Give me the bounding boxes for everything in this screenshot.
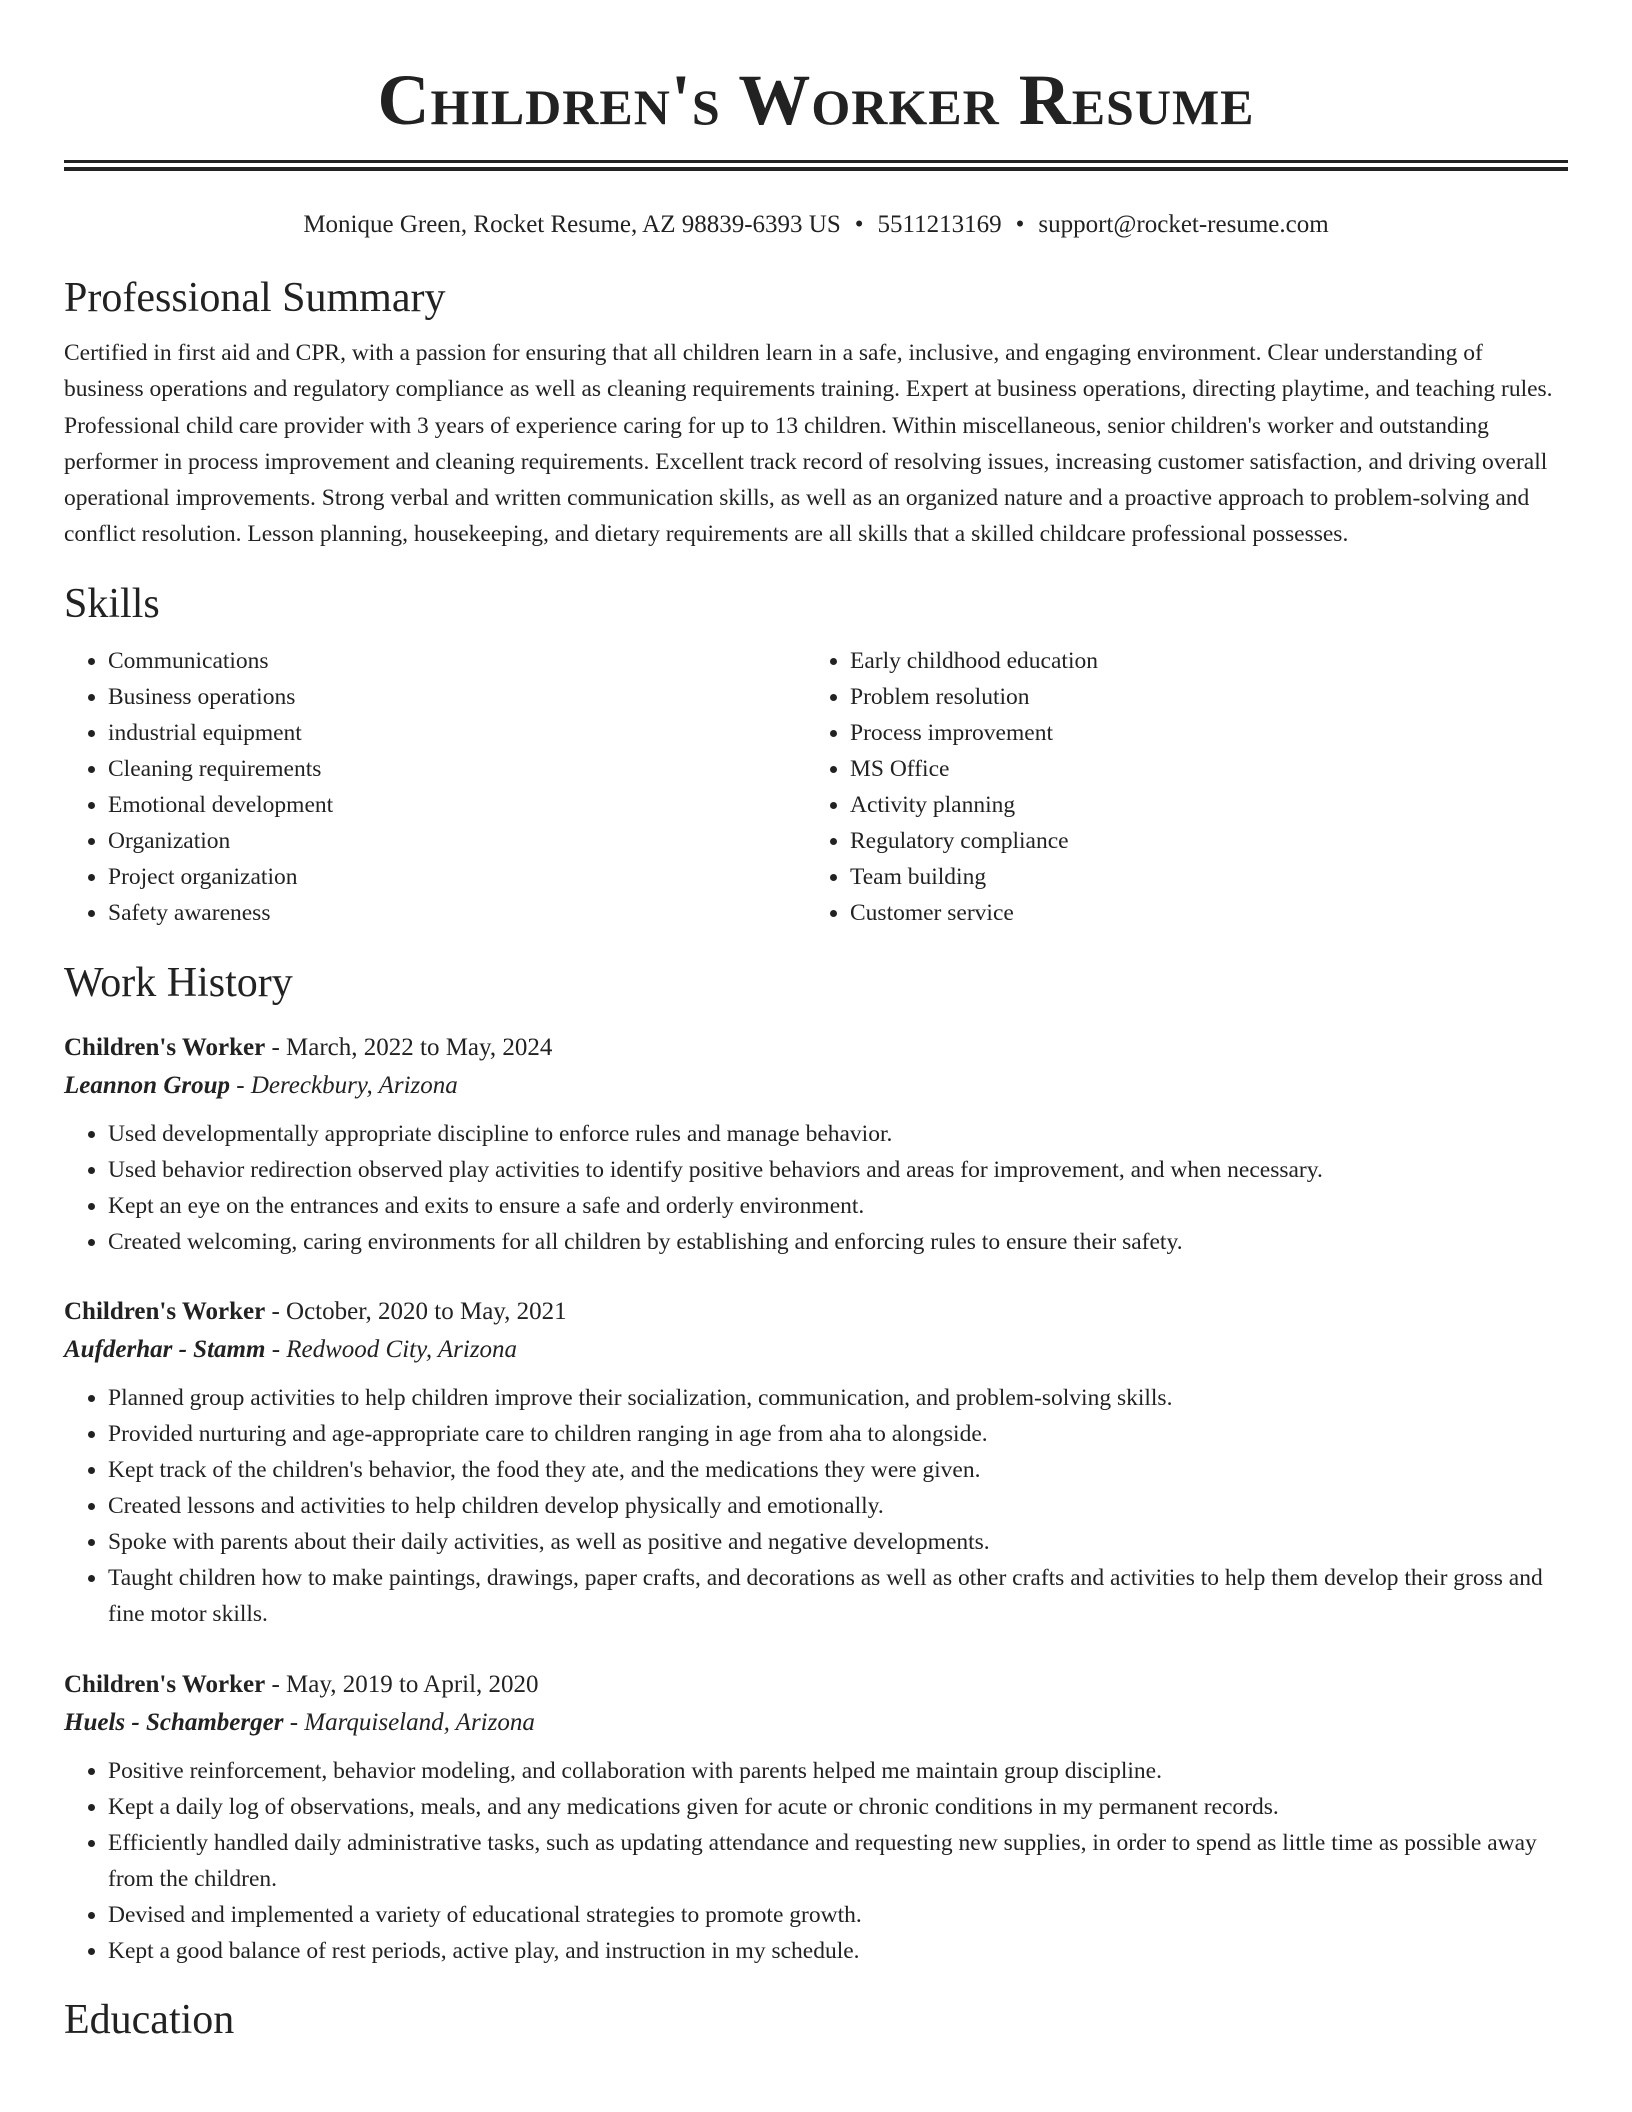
section-heading-skills: Skills bbox=[64, 580, 160, 627]
skills-columns bbox=[64, 643, 1568, 932]
contact-address: Monique Green, Rocket Resume, AZ 98839-6393 US bbox=[303, 211, 841, 238]
job-bullets bbox=[64, 1380, 1568, 1633]
job-bullet: • Kept a good balance of rest periods, active play, and instruction in my schedule. bbox=[108, 1933, 1568, 1969]
skill-item: • Problem resolution bbox=[850, 679, 1566, 715]
contact-line bbox=[64, 209, 1568, 241]
summary-text: Certified in first aid and CPR, with a passion for ensuring that all children learn in a safe, inclusive, and engaging environment. Clear understanding of business operations and regulatory compliance as well as cleaning requirements training. Expert at business operations, directing playtime, and teaching rules. Professional child care provider with 3 years of experience caring for up to 13 children. Within miscellaneous, senior children's worker and outstanding performer in process improvement and cleaning requirements. Excellent track record of resolving issues, increasing customer satisfaction, and driving overall operational improvements. Strong verbal and written communication skills, as well as an organized nature and a proactive approach to problem-solving and conflict resolution. Lesson planning, housekeeping, and dietary requirements are all skills that a skilled childcare professional possesses. bbox=[64, 340, 1553, 548]
job-dates: - October, 2020 to May, 2021 bbox=[265, 1297, 567, 1325]
job-bullet: • Devised and implemented a variety of educational strategies to promote growth. bbox=[108, 1897, 1568, 1933]
job-company: Huels - Schamberger bbox=[64, 1708, 284, 1736]
job-bullet: • Used behavior redirection observed play activities to identify positive behaviors and areas for improvement, and when necessary. bbox=[108, 1152, 1568, 1188]
job-title-line bbox=[64, 1030, 1568, 1066]
resume-title: Children's Worker Resume bbox=[377, 60, 1255, 140]
job-company-line bbox=[64, 1703, 1568, 1743]
skill-item: • Regulatory compliance bbox=[850, 823, 1566, 859]
job-company-line bbox=[64, 1330, 1568, 1370]
skills-list-left bbox=[64, 643, 806, 932]
contact-separator: • bbox=[854, 211, 864, 238]
job-location: - Redwood City, Arizona bbox=[265, 1335, 518, 1363]
job-bullet: • Kept a daily log of observations, meals, and any medications given for acute or chronic conditions in my permanent records. bbox=[108, 1789, 1568, 1825]
job-company: Leannon Group bbox=[64, 1071, 231, 1099]
contact-phone: 5511213169 bbox=[877, 211, 1002, 238]
job-bullet: • Kept an eye on the entrances and exits to ensure a safe and orderly environment. bbox=[108, 1188, 1568, 1224]
job-bullet: • Used developmentally appropriate discipline to enforce rules and manage behavior. bbox=[108, 1116, 1568, 1152]
skill-item: • Organization bbox=[108, 823, 806, 859]
job-title: Children's Worker bbox=[64, 1297, 266, 1325]
job-entry bbox=[64, 1294, 1568, 1633]
skill-item: • Project organization bbox=[108, 859, 806, 895]
skill-item: • Communications bbox=[108, 643, 806, 679]
job-title: Children's Worker bbox=[64, 1033, 266, 1061]
section-heading-summary: Professional Summary bbox=[64, 275, 446, 321]
skill-item: • Business operations bbox=[108, 679, 806, 715]
job-dates: - May, 2019 to April, 2020 bbox=[265, 1670, 539, 1698]
skill-item: • MS Office bbox=[850, 751, 1566, 787]
job-bullet: • Taught children how to make paintings, drawings, paper crafts, and decorations as well as other crafts and activities to help them develop their gross and fine motor skills. bbox=[108, 1560, 1568, 1632]
title-double-rule bbox=[64, 160, 1568, 171]
skills-list-right bbox=[806, 643, 1566, 932]
section-heading-work-history: Work History bbox=[64, 959, 293, 1006]
skill-item: • Team building bbox=[850, 859, 1566, 895]
skill-item: • Process improvement bbox=[850, 715, 1566, 751]
job-location: - Marquiseland, Arizona bbox=[283, 1708, 535, 1736]
job-bullet: • Created welcoming, caring environments for all children by establishing and enforcing rules to ensure their safety. bbox=[108, 1224, 1568, 1260]
skill-item: • industrial equipment bbox=[108, 715, 806, 751]
job-entry bbox=[64, 1667, 1568, 1970]
job-company-line bbox=[64, 1066, 1568, 1106]
skill-item: • Customer service bbox=[850, 895, 1566, 931]
skill-item: • Emotional development bbox=[108, 787, 806, 823]
job-company: Aufderhar - Stamm bbox=[64, 1335, 266, 1363]
job-location: - Dereckbury, Arizona bbox=[230, 1071, 458, 1099]
contact-separator: • bbox=[1015, 211, 1025, 238]
job-bullets bbox=[64, 1116, 1568, 1260]
job-title-line bbox=[64, 1667, 1568, 1703]
job-title-line bbox=[64, 1294, 1568, 1330]
job-bullet: • Spoke with parents about their daily activities, as well as positive and negative developments. bbox=[108, 1524, 1568, 1560]
job-bullets bbox=[64, 1753, 1568, 1970]
skill-item: • Cleaning requirements bbox=[108, 751, 806, 787]
skill-item: • Activity planning bbox=[850, 787, 1566, 823]
job-bullet: • Provided nurturing and age-appropriate care to children ranging in age from aha to alongside. bbox=[108, 1416, 1568, 1452]
skill-item: • Safety awareness bbox=[108, 895, 806, 931]
contact-email: support@rocket-resume.com bbox=[1038, 211, 1329, 238]
section-heading-education: Education bbox=[64, 1997, 235, 2044]
job-dates: - March, 2022 to May, 2024 bbox=[265, 1033, 553, 1061]
job-title: Children's Worker bbox=[64, 1670, 266, 1698]
job-bullet: • Created lessons and activities to help children develop physically and emotionally. bbox=[108, 1488, 1568, 1524]
job-bullet: • Positive reinforcement, behavior modeling, and collaboration with parents helped me maintain group discipline. bbox=[108, 1753, 1568, 1789]
job-bullet: • Planned group activities to help children improve their socialization, communication, and problem-solving skills. bbox=[108, 1380, 1568, 1416]
job-bullet: • Efficiently handled daily administrative tasks, such as updating attendance and requesting new supplies, in order to spend as little time as possible away from the children. bbox=[108, 1825, 1568, 1897]
job-bullet: • Kept track of the children's behavior, the food they ate, and the medications they were given. bbox=[108, 1452, 1568, 1488]
job-entry bbox=[64, 1030, 1568, 1260]
skill-item: • Early childhood education bbox=[850, 643, 1566, 679]
